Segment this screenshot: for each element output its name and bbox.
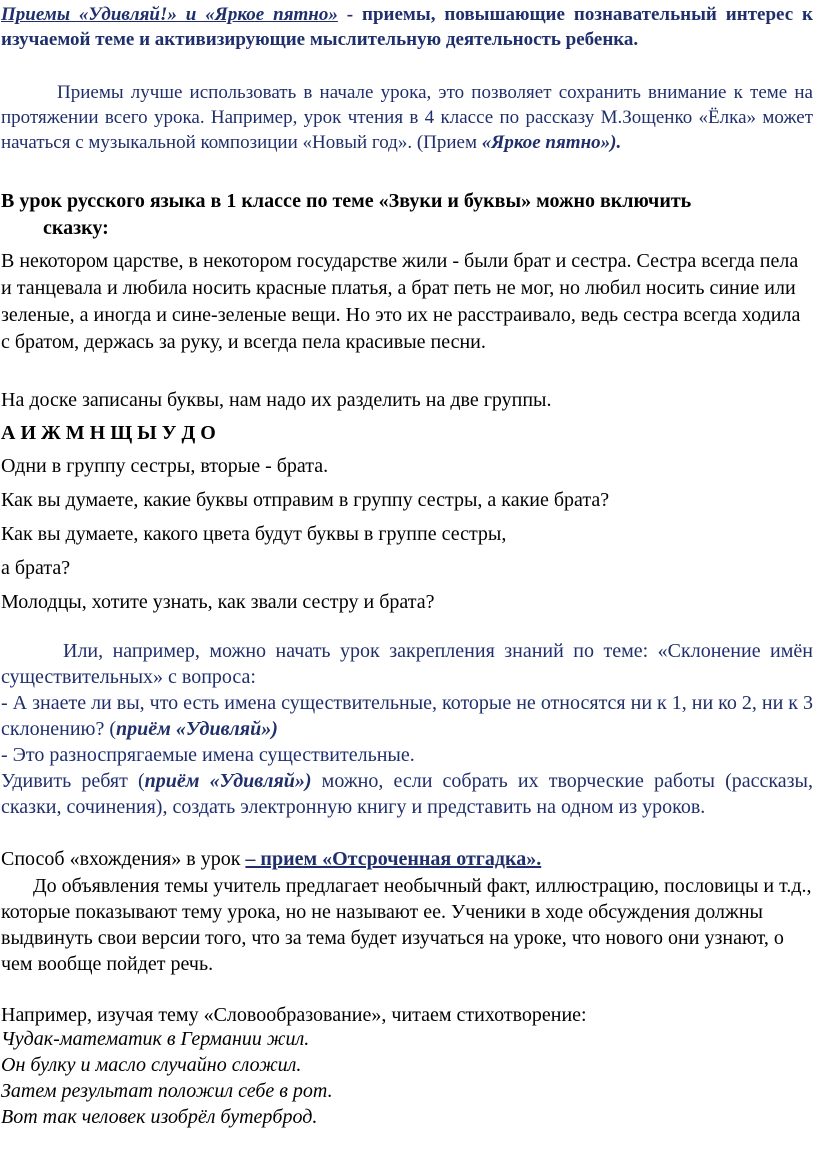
poem-line: Чудак-математик в Германии жил. [1, 1028, 310, 1050]
method-paragraph: До объявления темы учитель предлагает необычный факт, иллюстрацию, пословицы и т.д., которые показывают тему урока, но не называют ее. Ученики в ходе обсуждения должны выдвинуть свои версии того, что за тема будет изучаться на уроке, что нового они узнают, о чем вообще пойдет речь. [1, 875, 812, 975]
lesson1-question-5: Молодцы, хотите узнать, как звали сестру и брата? [1, 591, 435, 613]
lesson1-question-3: Как вы думаете, какого цвета будут буквы в группе сестры, [1, 523, 507, 545]
lesson2-emphasis-2: приём «Удивляй») [144, 770, 312, 792]
lesson2-paragraph-2: - А знаете ли вы, что есть имена существительные, которые не относятся ни к 1, ни ко 2, ни к 3 склонению? (приём «Удивляй») [1, 692, 813, 740]
intro-text: Приемы лучше использовать в начале урока, это позволяет сохранить внимание к теме на протяжении всего урока. Например, урок чтения в 4 классе по рассказу М.Зощенко «Ёлка» может начаться с музыкальной композиции «Новый год». (Прием [1, 82, 813, 153]
lesson1-question-1: Одни в группу сестры, вторые - брата. [1, 455, 329, 477]
intro-title-paragraph [1, 2, 813, 52]
lesson2-paragraph-1: Или, например, можно начать урок закрепления знаний по теме: «Склонение имён существительных» с вопроса: [1, 640, 813, 688]
method-example: Например, изучая тему «Словообразование», читаем стихотворение: [1, 1004, 587, 1026]
method-lead: Способ «вхождения» в урок [1, 848, 246, 870]
intro-title: Приемы «Удивляй!» и «Яркое пятно» [1, 4, 338, 25]
lesson2-paragraph-3: - Это разноспрягаемые имена существительные. [1, 744, 415, 766]
lesson1-question-4: а брата? [1, 557, 71, 579]
lesson1-heading: В урок русского языка в 1 классе по теме «Звуки и буквы» можно включить сказку: [1, 190, 692, 239]
lesson1-question-2: Как вы думаете, какие буквы отправим в группу сестры, а какие брата? [1, 489, 610, 511]
lesson1-story: В некотором царстве, в некотором государстве жили - были брат и сестра. Сестра всегда пела и танцевала и любила носить красные платья, а брат петь не мог, но любил носить синие или зеленые, а иногда и сине-зеленые вещи. Но это их не расстраивало, ведь сестра всегда ходила с братом, держась за руку, и всегда пела красивые песни. [1, 250, 801, 353]
lesson2-emphasis-1: приём «Удивляй») [116, 718, 278, 740]
poem-line: Он булку и масло случайно сложил. [1, 1054, 302, 1076]
intro-title-rest: - приемы, повышающие познавательный интерес к изучаемой теме и активизирующие мыслительную деятельность ребенка. [1, 4, 813, 50]
lesson1-letters: А И Ж М Н Щ Ы У Д О [1, 422, 216, 444]
lesson1-board: На доске записаны буквы, нам надо их разделить на две группы. [1, 389, 552, 411]
intro-emphasis: «Яркое пятно»). [481, 132, 622, 153]
poem [1, 1026, 813, 1130]
method-link: – прием «Отсроченная отгадка». [245, 848, 542, 870]
method-line [1, 846, 813, 872]
intro-paragraph [1, 80, 813, 155]
poem-line: Вот так человек изобрёл бутерброд. [1, 1106, 318, 1128]
lesson2-paragraph-4: Удивить ребят (приём «Удивляй») можно, если собрать их творческие работы (рассказы, сказки, сочинения), создать электронную книгу и представить на одном из уроков. [1, 770, 813, 818]
poem-line: Затем результат положил себе в рот. [1, 1080, 333, 1102]
